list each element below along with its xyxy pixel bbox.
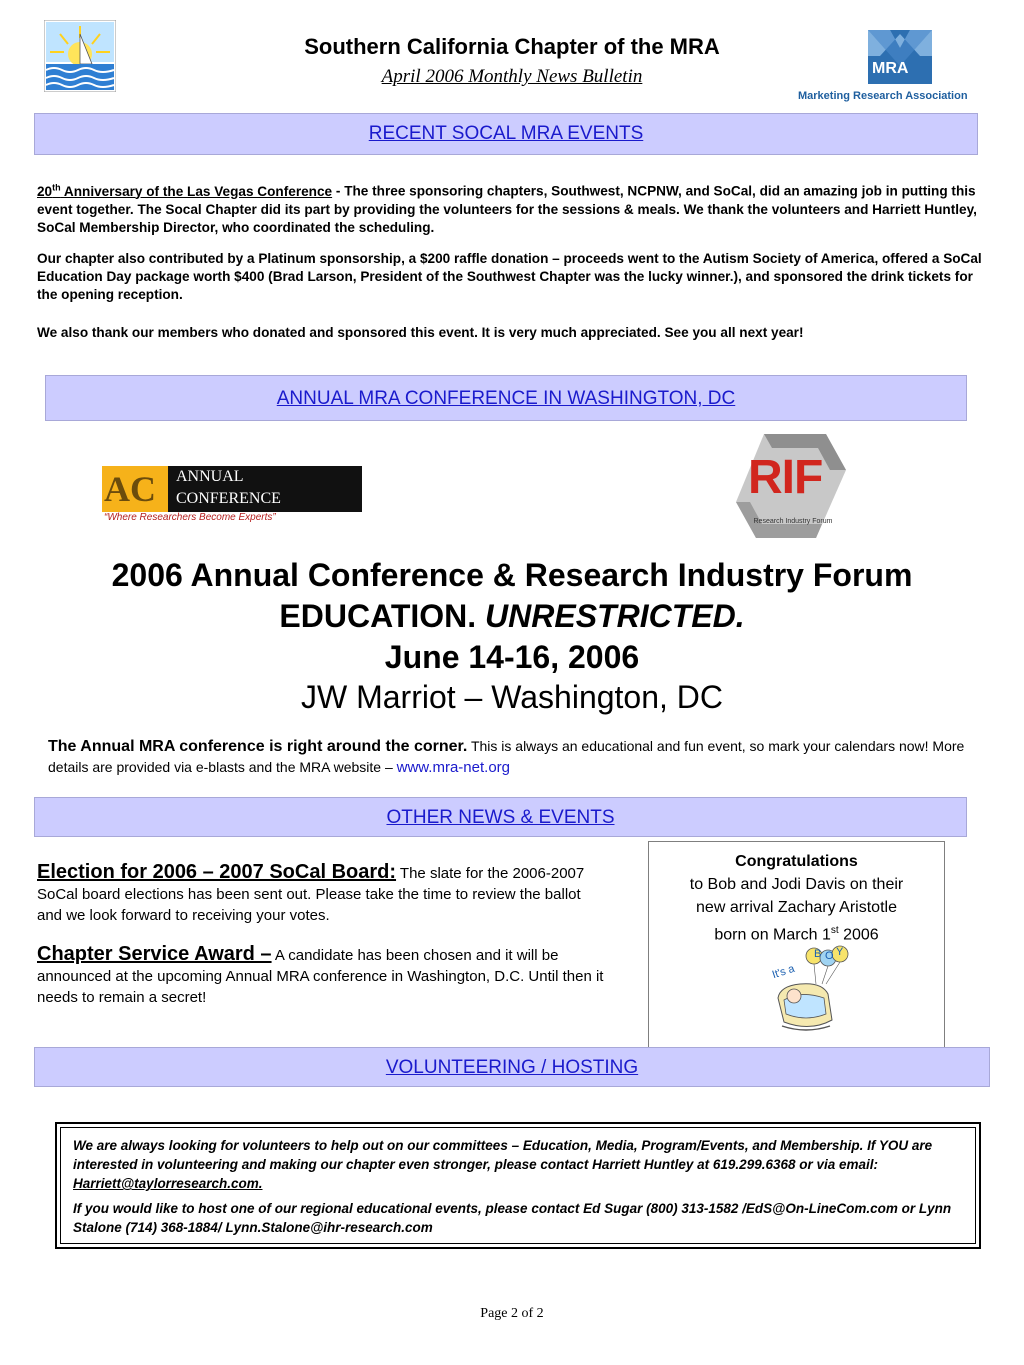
volunteer-paragraph-1: We are always looking for volunteers to help out on our committees – Education, Media, Program/Events, and Membership. If YOU are interested in volunteering and making our chapter even stronger, please contact Harriett Huntley at 619.299.6368 or via email: Harriett@taylorresearch.com. <box>73 1138 933 1191</box>
mra-logo-caption: Marketing Research Association <box>798 90 968 102</box>
harriett-email-link[interactable]: Harriett@taylorresearch.com. <box>73 1176 263 1191</box>
ac-logo-line1: ANNUAL <box>176 468 244 485</box>
section-header-other: OTHER NEWS & EVENTS <box>34 797 967 837</box>
section-header-volunteer: VOLUNTEERING / HOSTING <box>34 1047 990 1087</box>
section-header-annual: ANNUAL MRA CONFERENCE IN WASHINGTON, DC <box>45 375 967 421</box>
rif-logo-caption: Research Industry Forum <box>753 518 833 525</box>
rif-logo-letters: RIF <box>748 451 823 504</box>
award-heading: Chapter Service Award – <box>37 943 272 965</box>
election-heading: Election for 2006 – 2007 SoCal Board: <box>37 861 397 883</box>
conference-tagline: EDUCATION. UNRESTRICTED. <box>279 598 745 634</box>
election-item: Election for 2006 – 2007 SoCal Board: The slate for the 2006-2007 SoCal board elections has been sent out. Please take the time to review the ballot and we look forward to receiving your votes. <box>37 861 585 924</box>
congrats-line1: to Bob and Jodi Davis on their <box>689 876 904 893</box>
conference-note: The Annual MRA conference is right around the corner. This is always an educational and fun event, so mark your calendars now! More details are provided via e-blasts and the MRA website – www.mra-net.org <box>48 738 965 776</box>
recent-paragraph-2: Our chapter also contributed by a Platinum sponsorship, a $200 raffle donation – proceeds went to the Autism Society of America, offered a SoCal Education Day package worth $400 (Brad Larson, President of the Southwest Chapter was the lucky winner.), and sponsored the drink tickets for the opening reception. <box>37 251 982 302</box>
award-item: Chapter Service Award – A candidate has been chosen and it will be announced at the upcoming Annual MRA conference in Washington, D.C. Until then it needs to remain a secret! <box>37 943 604 1006</box>
clip-letter-o: O <box>825 950 834 962</box>
conference-title: 2006 Annual Conference & Research Industry Forum <box>111 557 913 593</box>
congrats-line3: born on March 1st 2006 <box>714 925 879 944</box>
congrats-line2: new arrival Zachary Aristotle <box>696 899 897 916</box>
congrats-title: Congratulations <box>735 853 858 870</box>
baby-clipart <box>770 942 850 1034</box>
section-header-recent: RECENT SOCAL MRA EVENTS <box>34 113 978 155</box>
mra-website-link[interactable]: www.mra-net.org <box>396 759 511 776</box>
clip-letter-y: Y <box>836 946 844 958</box>
clip-letter-b: B <box>814 948 822 960</box>
bulletin-subtitle: April 2006 Monthly News Bulletin <box>381 66 643 87</box>
annual-conference-logo <box>102 466 364 528</box>
volunteer-box-inner <box>60 1127 976 1244</box>
conference-dates: June 14-16, 2006 <box>384 639 640 675</box>
volunteer-paragraph-2: If you would like to host one of our regional educational events, please contact Ed Sugar (800) 313-1582 /EdS@On-LineCom.com or Lynn Stalone (714) 368-1884/ Lynn.Stalone@ihr-research.com <box>73 1201 952 1235</box>
ac-logo-tagline: “Where Researchers Become Experts” <box>104 512 276 523</box>
ac-logo-line2: CONFERENCE <box>176 490 281 507</box>
rif-logo <box>734 430 848 542</box>
conference-venue: JW Marriot – Washington, DC <box>300 679 724 715</box>
recent-paragraph-1: 20th Anniversary of the Las Vegas Conference - The three sponsoring chapters, Southwest, NCPNW, and SoCal, did an amazing job in putting this event together. The Socal Chapter did its part by providing the volunteers for the sessions & meals. We thank the volunteers and Harriett Huntley, SoCal Membership Director, who coordinated the scheduling. <box>37 182 977 235</box>
page-number: Page 2 of 2 <box>480 1306 544 1321</box>
clip-caption: It's a <box>770 962 797 982</box>
recent-paragraph-3: We also thank our members who donated and sponsored this event. It is very much appreciated. See you all next year! <box>37 325 804 340</box>
mra-logo-text: MRA <box>872 60 909 77</box>
volunteer-box <box>55 1122 981 1249</box>
ac-logo-letters: AC <box>104 469 156 509</box>
bulletin-title: Southern California Chapter of the MRA <box>304 34 720 59</box>
